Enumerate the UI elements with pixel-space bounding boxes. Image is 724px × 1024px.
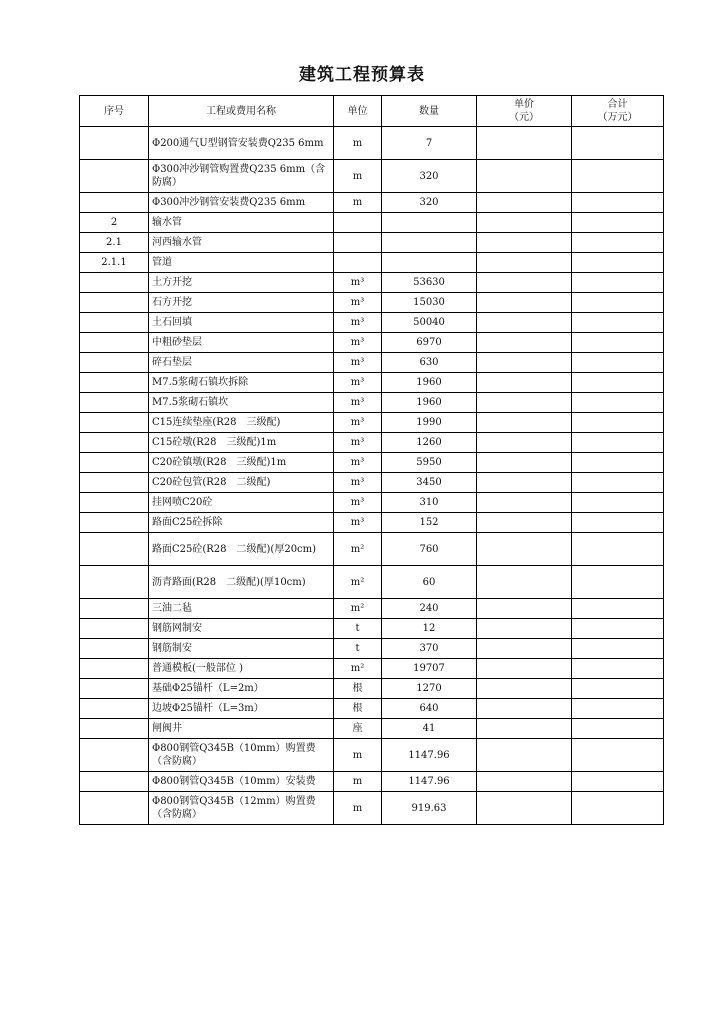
cell-seq <box>80 739 149 772</box>
cell-total <box>572 293 664 313</box>
cell-name: 土方开挖 <box>149 273 334 293</box>
header-price-label: 单价 <box>514 99 534 110</box>
header-qty: 数量 <box>382 96 477 127</box>
cell-total <box>572 493 664 513</box>
cell-seq <box>80 639 149 659</box>
cell-qty: 15030 <box>382 293 477 313</box>
cell-qty: 240 <box>382 599 477 619</box>
table-row <box>80 792 664 825</box>
cell-name: M7.5浆砌石镇坎拆除 <box>149 373 334 393</box>
cell-seq: 2 <box>80 213 149 233</box>
cell-unit: m² <box>334 566 382 599</box>
cell-total <box>572 659 664 679</box>
cell-unit: m² <box>334 599 382 619</box>
table-row <box>80 513 664 533</box>
cell-price <box>477 739 572 772</box>
table-row <box>80 233 664 253</box>
cell-qty: 1960 <box>382 393 477 413</box>
cell-price <box>477 273 572 293</box>
table-row <box>80 333 664 353</box>
cell-name: 沥青路面(R28 二级配)(厚10cm) <box>149 566 334 599</box>
cell-unit: m <box>334 772 382 792</box>
table-row <box>80 599 664 619</box>
cell-total <box>572 719 664 739</box>
cell-price <box>477 160 572 193</box>
cell-qty: 370 <box>382 639 477 659</box>
cell-unit: m³ <box>334 433 382 453</box>
cell-seq <box>80 273 149 293</box>
table-row <box>80 313 664 333</box>
table-row <box>80 659 664 679</box>
header-price-unit: （元） <box>509 112 539 123</box>
cell-unit: m² <box>334 533 382 566</box>
cell-price <box>477 772 572 792</box>
header-total-label: 合计 <box>607 99 628 110</box>
cell-price <box>477 599 572 619</box>
cell-seq: 2.1.1 <box>80 253 149 273</box>
budget-table <box>79 95 664 825</box>
header-row <box>80 96 664 127</box>
cell-qty: 1147.96 <box>382 772 477 792</box>
cell-name: Φ800钢管Q345B（10mm）购置费（含防腐） <box>149 739 334 772</box>
cell-price <box>477 373 572 393</box>
cell-unit: m³ <box>334 353 382 373</box>
cell-total <box>572 160 664 193</box>
cell-qty: 12 <box>382 619 477 639</box>
cell-name: 普通模板(一般部位 ) <box>149 659 334 679</box>
cell-qty: 7 <box>382 127 477 160</box>
cell-name: Φ300冲沙钢管安装费Q235 6mm <box>149 193 334 213</box>
table-row <box>80 213 664 233</box>
cell-name: Φ800钢管Q345B（10mm）安装费 <box>149 772 334 792</box>
cell-seq <box>80 160 149 193</box>
cell-price <box>477 253 572 273</box>
cell-seq <box>80 659 149 679</box>
cell-price <box>477 213 572 233</box>
cell-name: C20砼镇墩(R28 三级配)1m <box>149 453 334 473</box>
header-seq: 序号 <box>80 96 149 127</box>
cell-name: 钢筋网制安 <box>149 619 334 639</box>
table-row <box>80 453 664 473</box>
cell-price <box>477 792 572 825</box>
cell-total <box>572 333 664 353</box>
cell-seq <box>80 513 149 533</box>
cell-price <box>477 293 572 313</box>
cell-unit: m³ <box>334 293 382 313</box>
table-row <box>80 699 664 719</box>
cell-unit: m³ <box>334 373 382 393</box>
cell-name: 路面C25砼(R28 二级配)(厚20cm) <box>149 533 334 566</box>
cell-seq <box>80 792 149 825</box>
cell-name: 碎石垫层 <box>149 353 334 373</box>
cell-qty <box>382 213 477 233</box>
cell-name: 钢筋制安 <box>149 639 334 659</box>
cell-qty: 6970 <box>382 333 477 353</box>
cell-name: 边坡Φ25锚杆（L=3m） <box>149 699 334 719</box>
cell-name: Φ800钢管Q345B（12mm）购置费（含防腐） <box>149 792 334 825</box>
cell-qty: 41 <box>382 719 477 739</box>
cell-seq <box>80 353 149 373</box>
cell-seq <box>80 772 149 792</box>
table-row <box>80 293 664 313</box>
cell-price <box>477 679 572 699</box>
cell-price <box>477 333 572 353</box>
cell-qty: 5950 <box>382 453 477 473</box>
table-row <box>80 493 664 513</box>
cell-total <box>572 513 664 533</box>
cell-qty: 53630 <box>382 273 477 293</box>
cell-unit: 根 <box>334 699 382 719</box>
cell-qty <box>382 253 477 273</box>
cell-total <box>572 679 664 699</box>
cell-total <box>572 639 664 659</box>
cell-total <box>572 699 664 719</box>
cell-unit <box>334 213 382 233</box>
cell-seq <box>80 619 149 639</box>
cell-price <box>477 127 572 160</box>
cell-seq <box>80 473 149 493</box>
cell-unit: m³ <box>334 333 382 353</box>
cell-total <box>572 566 664 599</box>
cell-seq <box>80 313 149 333</box>
cell-name: 河西输水管 <box>149 233 334 253</box>
cell-qty: 630 <box>382 353 477 373</box>
cell-seq <box>80 699 149 719</box>
cell-seq <box>80 433 149 453</box>
table-row <box>80 160 664 193</box>
cell-seq <box>80 719 149 739</box>
table-row <box>80 719 664 739</box>
cell-seq <box>80 127 149 160</box>
table-row <box>80 739 664 772</box>
cell-total <box>572 473 664 493</box>
cell-price <box>477 233 572 253</box>
table-row <box>80 433 664 453</box>
cell-total <box>572 792 664 825</box>
cell-total <box>572 772 664 792</box>
cell-name: 基础Φ25锚杆（L=2m） <box>149 679 334 699</box>
cell-name: C15砼墩(R28 三级配)1m <box>149 433 334 453</box>
cell-price <box>477 313 572 333</box>
cell-seq: 2.1 <box>80 233 149 253</box>
cell-seq <box>80 533 149 566</box>
table-row <box>80 473 664 493</box>
cell-price <box>477 493 572 513</box>
cell-total <box>572 373 664 393</box>
cell-name: 管道 <box>149 253 334 273</box>
cell-seq <box>80 373 149 393</box>
cell-total <box>572 413 664 433</box>
cell-price <box>477 393 572 413</box>
cell-total <box>572 213 664 233</box>
cell-qty: 1147.96 <box>382 739 477 772</box>
cell-name: 闸阀井 <box>149 719 334 739</box>
cell-total <box>572 253 664 273</box>
cell-seq <box>80 493 149 513</box>
cell-name: 输水管 <box>149 213 334 233</box>
cell-name: 挂网喷C20砼 <box>149 493 334 513</box>
table-row <box>80 619 664 639</box>
cell-unit: m² <box>334 659 382 679</box>
table-row <box>80 639 664 659</box>
cell-name: C15连续垫座(R28 三级配) <box>149 413 334 433</box>
cell-qty: 152 <box>382 513 477 533</box>
cell-unit: m³ <box>334 473 382 493</box>
cell-seq <box>80 293 149 313</box>
cell-unit <box>334 233 382 253</box>
cell-seq <box>80 393 149 413</box>
cell-price <box>477 433 572 453</box>
cell-unit: 座 <box>334 719 382 739</box>
cell-name: 石方开挖 <box>149 293 334 313</box>
cell-total <box>572 433 664 453</box>
table-row <box>80 413 664 433</box>
cell-total <box>572 273 664 293</box>
cell-price <box>477 619 572 639</box>
cell-qty: 310 <box>382 493 477 513</box>
cell-price <box>477 473 572 493</box>
cell-unit: 根 <box>334 679 382 699</box>
table-row <box>80 533 664 566</box>
table-row <box>80 253 664 273</box>
cell-price <box>477 353 572 373</box>
cell-name: Φ300冲沙钢管购置费Q235 6mm（含防腐） <box>149 160 334 193</box>
cell-qty: 640 <box>382 699 477 719</box>
cell-price <box>477 533 572 566</box>
cell-qty: 19707 <box>382 659 477 679</box>
cell-price <box>477 639 572 659</box>
cell-name: M7.5浆砌石镇坎 <box>149 393 334 413</box>
cell-seq <box>80 413 149 433</box>
header-name: 工程或费用名称 <box>149 96 334 127</box>
cell-qty: 320 <box>382 193 477 213</box>
table-row <box>80 127 664 160</box>
cell-price <box>477 413 572 433</box>
cell-qty: 919.63 <box>382 792 477 825</box>
cell-name: 三油二毡 <box>149 599 334 619</box>
cell-total <box>572 233 664 253</box>
cell-name: C20砼包管(R28 二级配) <box>149 473 334 493</box>
cell-unit: m <box>334 739 382 772</box>
cell-total <box>572 619 664 639</box>
cell-seq <box>80 599 149 619</box>
cell-qty <box>382 233 477 253</box>
table-row <box>80 393 664 413</box>
cell-name: 中粗砂垫层 <box>149 333 334 353</box>
table-row <box>80 566 664 599</box>
cell-total <box>572 393 664 413</box>
cell-unit: m³ <box>334 513 382 533</box>
cell-qty: 1960 <box>382 373 477 393</box>
cell-total <box>572 533 664 566</box>
cell-unit: m <box>334 792 382 825</box>
cell-price <box>477 699 572 719</box>
cell-qty: 3450 <box>382 473 477 493</box>
cell-seq <box>80 679 149 699</box>
cell-unit: m³ <box>334 413 382 433</box>
table-row <box>80 273 664 293</box>
cell-name: Φ200通气U型钢管安装费Q235 6mm <box>149 127 334 160</box>
cell-qty: 60 <box>382 566 477 599</box>
cell-qty: 320 <box>382 160 477 193</box>
cell-name: 路面C25砼拆除 <box>149 513 334 533</box>
cell-qty: 760 <box>382 533 477 566</box>
cell-unit: m³ <box>334 493 382 513</box>
table-row <box>80 193 664 213</box>
cell-price <box>477 719 572 739</box>
table-row <box>80 373 664 393</box>
cell-unit: t <box>334 619 382 639</box>
cell-total <box>572 193 664 213</box>
header-price <box>477 96 572 127</box>
cell-unit: m³ <box>334 393 382 413</box>
header-unit: 单位 <box>334 96 382 127</box>
cell-qty: 1270 <box>382 679 477 699</box>
cell-unit: m <box>334 160 382 193</box>
cell-seq <box>80 333 149 353</box>
cell-unit: m <box>334 127 382 160</box>
cell-unit: m³ <box>334 273 382 293</box>
cell-unit: m³ <box>334 453 382 473</box>
cell-price <box>477 513 572 533</box>
cell-price <box>477 193 572 213</box>
cell-total <box>572 739 664 772</box>
cell-unit: m³ <box>334 313 382 333</box>
table-row <box>80 679 664 699</box>
cell-total <box>572 127 664 160</box>
cell-qty: 1990 <box>382 413 477 433</box>
cell-seq <box>80 453 149 473</box>
cell-price <box>477 453 572 473</box>
header-total-unit: （万元） <box>597 112 638 123</box>
page-title: 建筑工程预算表 <box>299 65 425 85</box>
header-total <box>572 96 664 127</box>
cell-price <box>477 659 572 679</box>
cell-unit: t <box>334 639 382 659</box>
cell-qty: 1260 <box>382 433 477 453</box>
cell-unit: m <box>334 193 382 213</box>
cell-seq <box>80 566 149 599</box>
cell-total <box>572 453 664 473</box>
cell-total <box>572 599 664 619</box>
table-row <box>80 772 664 792</box>
cell-unit <box>334 253 382 273</box>
cell-qty: 50040 <box>382 313 477 333</box>
cell-seq <box>80 193 149 213</box>
table-row <box>80 353 664 373</box>
cell-total <box>572 313 664 333</box>
cell-total <box>572 353 664 373</box>
cell-price <box>477 566 572 599</box>
cell-name: 土石回填 <box>149 313 334 333</box>
